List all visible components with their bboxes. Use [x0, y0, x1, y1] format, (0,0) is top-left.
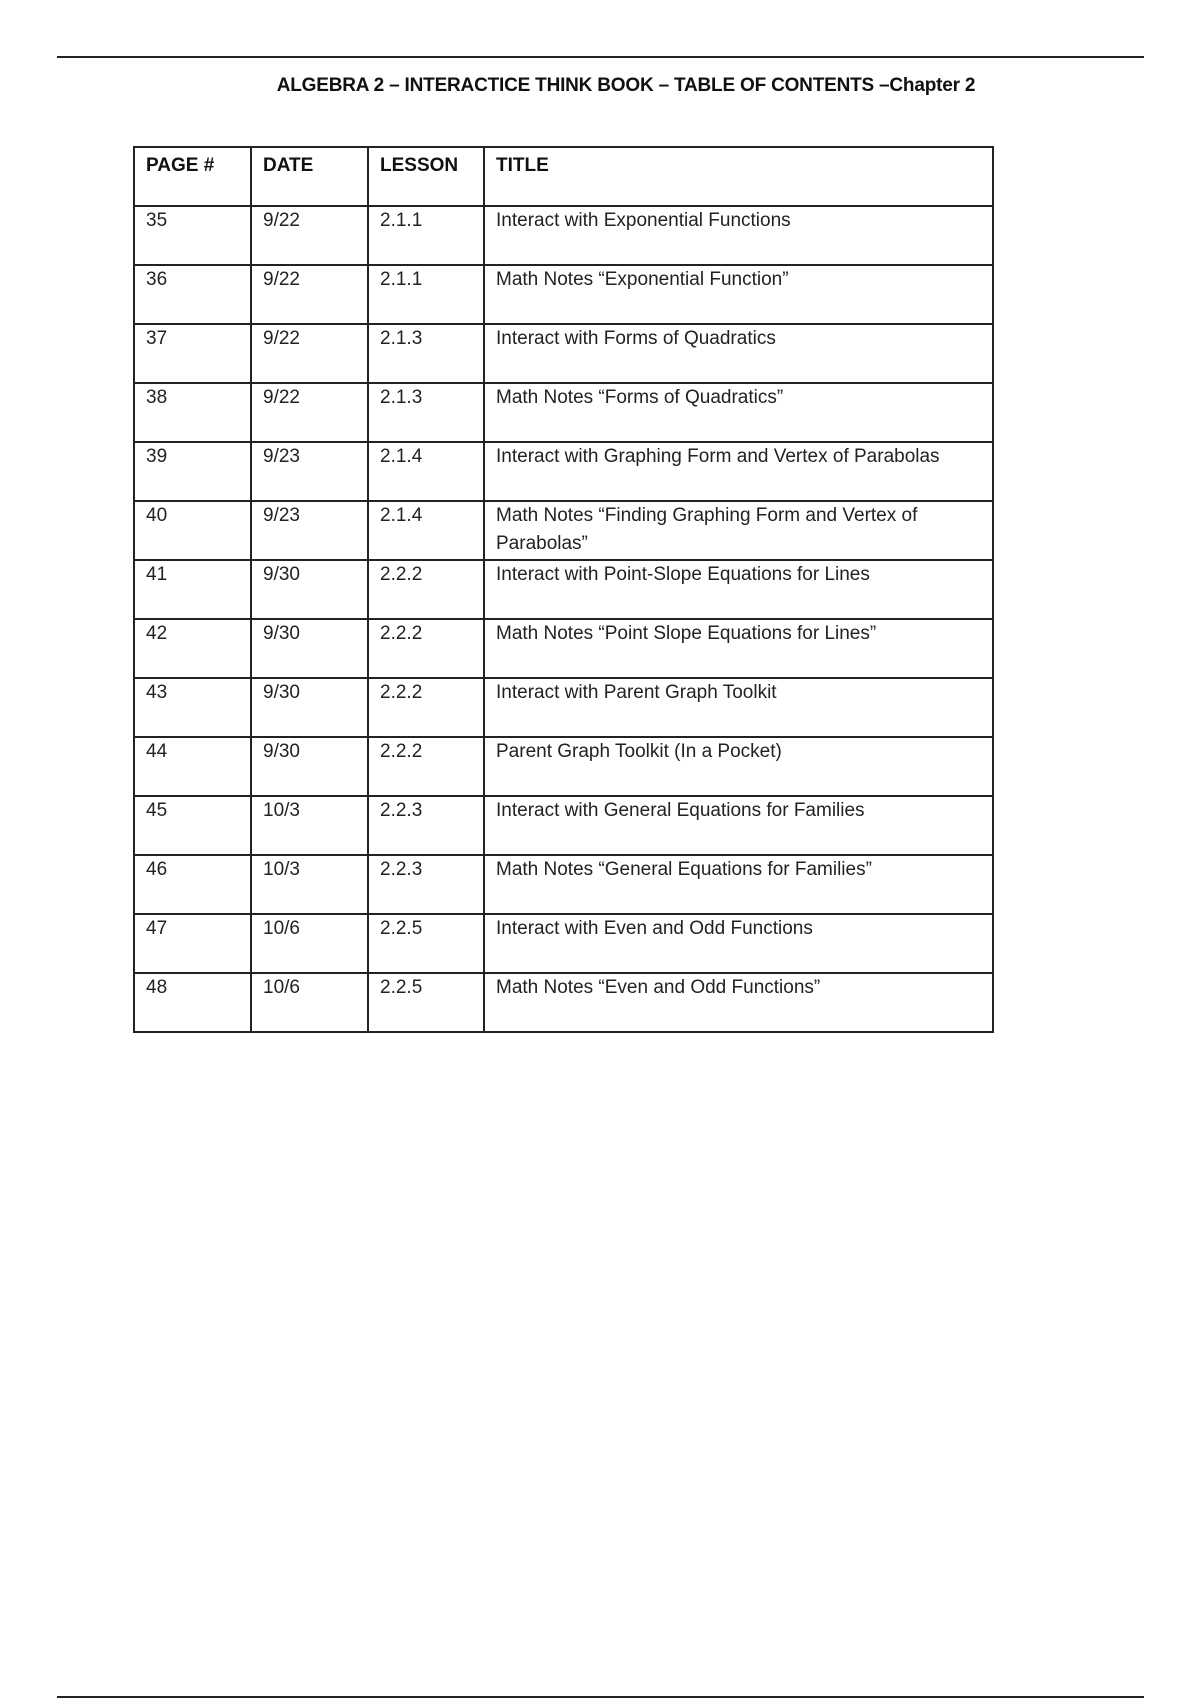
cell-date: 9/23: [251, 501, 368, 560]
cell-title: Interact with Even and Odd Functions: [484, 914, 993, 973]
table-row: [134, 265, 993, 324]
table-of-contents: [133, 146, 994, 1033]
table-row: [134, 678, 993, 737]
table-row: [134, 206, 993, 265]
cell-page: 44: [134, 737, 251, 796]
header-title: TITLE: [484, 147, 993, 206]
cell-lesson: 2.2.2: [368, 737, 484, 796]
cell-date: 10/6: [251, 973, 368, 1032]
cell-page: 43: [134, 678, 251, 737]
table-row: [134, 501, 993, 560]
cell-lesson: 2.1.1: [368, 206, 484, 265]
cell-lesson: 2.2.3: [368, 855, 484, 914]
cell-title: Math Notes “Even and Odd Functions”: [484, 973, 993, 1032]
bottom-rule: [57, 1696, 1144, 1698]
document-title: ALGEBRA 2 – INTERACTICE THINK BOOK – TABLE OF CONTENTS –Chapter 2: [276, 75, 976, 96]
table-row: [134, 796, 993, 855]
header-lesson: LESSON: [368, 147, 484, 206]
cell-lesson: 2.1.1: [368, 265, 484, 324]
cell-page: 46: [134, 855, 251, 914]
cell-lesson: 2.2.3: [368, 796, 484, 855]
cell-title: Interact with General Equations for Families: [484, 796, 993, 855]
header-row: [134, 147, 993, 206]
cell-date: 9/22: [251, 383, 368, 442]
cell-date: 9/23: [251, 442, 368, 501]
cell-title: Interact with Parent Graph Toolkit: [484, 678, 993, 737]
cell-lesson: 2.2.2: [368, 560, 484, 619]
table-row: [134, 914, 993, 973]
cell-date: 10/3: [251, 855, 368, 914]
table-row: [134, 855, 993, 914]
cell-title: Interact with Graphing Form and Vertex of Parabolas: [484, 442, 993, 501]
top-rule: [57, 56, 1144, 58]
cell-title: Math Notes “Forms of Quadratics”: [484, 383, 993, 442]
cell-date: 10/3: [251, 796, 368, 855]
cell-page: 42: [134, 619, 251, 678]
cell-title: Math Notes “Exponential Function”: [484, 265, 993, 324]
cell-page: 45: [134, 796, 251, 855]
cell-date: 9/30: [251, 560, 368, 619]
cell-page: 35: [134, 206, 251, 265]
cell-lesson: 2.2.5: [368, 973, 484, 1032]
cell-page: 38: [134, 383, 251, 442]
cell-date: 9/30: [251, 737, 368, 796]
cell-page: 47: [134, 914, 251, 973]
table-row: [134, 737, 993, 796]
cell-title: Math Notes “Point Slope Equations for Lines”: [484, 619, 993, 678]
cell-date: 9/30: [251, 619, 368, 678]
cell-lesson: 2.2.2: [368, 619, 484, 678]
cell-page: 36: [134, 265, 251, 324]
cell-lesson: 2.2.2: [368, 678, 484, 737]
cell-lesson: 2.1.4: [368, 501, 484, 560]
cell-lesson: 2.1.4: [368, 442, 484, 501]
cell-lesson: 2.1.3: [368, 324, 484, 383]
cell-title: Interact with Exponential Functions: [484, 206, 993, 265]
cell-lesson: 2.2.5: [368, 914, 484, 973]
table-row: [134, 383, 993, 442]
cell-date: 9/22: [251, 324, 368, 383]
table-row: [134, 324, 993, 383]
table-row: [134, 619, 993, 678]
cell-date: 10/6: [251, 914, 368, 973]
cell-date: 9/22: [251, 206, 368, 265]
cell-page: 48: [134, 973, 251, 1032]
table-row: [134, 442, 993, 501]
cell-title: Parent Graph Toolkit (In a Pocket): [484, 737, 993, 796]
header-date: DATE: [251, 147, 368, 206]
cell-page: 40: [134, 501, 251, 560]
cell-date: 9/22: [251, 265, 368, 324]
cell-page: 41: [134, 560, 251, 619]
cell-date: 9/30: [251, 678, 368, 737]
table-row: [134, 560, 993, 619]
table-row: [134, 973, 993, 1032]
cell-title: Interact with Forms of Quadratics: [484, 324, 993, 383]
cell-lesson: 2.1.3: [368, 383, 484, 442]
cell-page: 39: [134, 442, 251, 501]
cell-page: 37: [134, 324, 251, 383]
cell-title: Interact with Point-Slope Equations for Lines: [484, 560, 993, 619]
cell-title: Math Notes “General Equations for Families”: [484, 855, 993, 914]
cell-title: Math Notes “Finding Graphing Form and Vertex of Parabolas”: [484, 501, 993, 560]
header-page: PAGE #: [134, 147, 251, 206]
